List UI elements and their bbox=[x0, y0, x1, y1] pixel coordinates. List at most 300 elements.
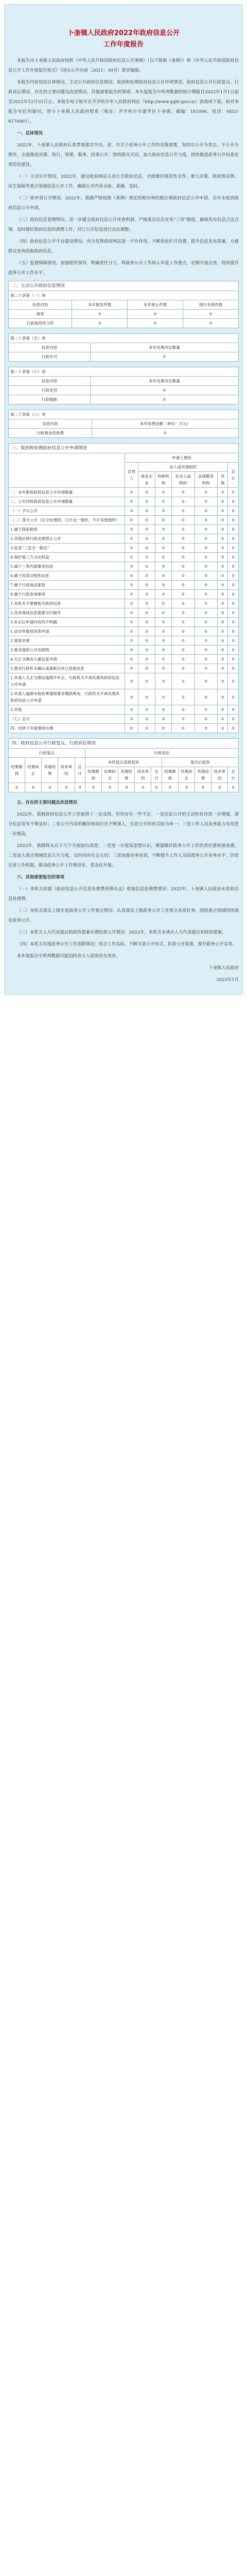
table-cell: 0 bbox=[138, 590, 155, 599]
table-cell: 0 bbox=[217, 506, 228, 516]
table-cell: 0 bbox=[195, 715, 217, 724]
row-label: 2.申请人逾期未按收费通知要求缴纳费用、行政机关不再处理其政府信息公开申请 bbox=[9, 689, 125, 705]
table-cell: 0 bbox=[151, 783, 162, 792]
table-cell: 0 bbox=[138, 506, 155, 516]
table-cell: 0 bbox=[228, 618, 239, 627]
table-row bbox=[9, 715, 239, 724]
table-cell: 0 bbox=[217, 689, 228, 705]
table-header-cell: 尚未审结 bbox=[135, 767, 151, 783]
table-cell: 0 bbox=[228, 715, 239, 724]
table-row bbox=[9, 488, 239, 497]
table-cell: 0 bbox=[155, 724, 171, 733]
table-row bbox=[9, 673, 239, 689]
table-cell: 0 bbox=[155, 544, 171, 553]
table-cell: 0 bbox=[155, 608, 171, 618]
body-paragraph: （四）本机关年度政务公开工作创新情况：结合工作实际，不断丰富公开形式，拓宽公开渠道，提升政务公开实效。 bbox=[16, 941, 237, 946]
body-paragraph: 2022年，卜奎镇人民政府认真贯彻落实中央、省、市关于政务公开工作的决策部署，坚持以公开为常态、不公开为例外，全面推进决策、执行、管理、服务、结果公开，围绕群众关切，加大政府信息公开力度，持续推进政务公开标准化规范化建设。 bbox=[8, 142, 239, 167]
application-table bbox=[8, 453, 239, 733]
table-cell: 0 bbox=[155, 525, 171, 534]
table-header-cell: 本年收费金额（单位：万元） bbox=[92, 419, 239, 429]
table-cell: 0 bbox=[125, 516, 138, 525]
intro-paragraph: 本报告由卜奎镇人民政府按照《中华人民共和国政府信息公开条例》（以下简称《条例》）和《中华人民共和国政府信息公开工作年度报告格式》（国办公开办函〔2021〕30号）要求编制。 bbox=[8, 58, 239, 73]
table-cell: 0 bbox=[172, 562, 195, 571]
table-cell: 0 bbox=[138, 553, 155, 562]
table-cell: 0 bbox=[125, 544, 138, 553]
table-cell: 0 bbox=[155, 627, 171, 636]
row-label: 一、本年新收政府信息公开申请数量 bbox=[9, 488, 125, 497]
table-header-cell: 行政诉讼 bbox=[85, 749, 238, 758]
table-cell: 0 bbox=[217, 590, 228, 599]
row-label: 1.申请人无正当理由逾期不补正、行政机关不再处理其政府信息公开申请 bbox=[9, 673, 125, 689]
table-header-cell: 信息内容 bbox=[9, 300, 72, 310]
table-cell: 0 bbox=[228, 581, 239, 590]
table-cell: 0 bbox=[125, 715, 138, 724]
body-paragraph: （一）主动公开情况。2022年，通过政府网站主动公开政府信息，全面做好规范性文件、重大决策、财政预决算、民生保障等重点领域信息公开工作，确保公开内容全面、准确、及时。 bbox=[8, 174, 239, 189]
table-cell: 0 bbox=[125, 534, 138, 544]
table-cell: 0 bbox=[195, 581, 217, 590]
row-label: 3.要求提供公开出版物 bbox=[9, 646, 125, 655]
table-cell: 0 bbox=[172, 715, 195, 724]
table-cell: 0 bbox=[228, 783, 239, 792]
table-header-cell: 本年处理决定数量 bbox=[90, 377, 238, 386]
table-cell: 0 bbox=[195, 497, 217, 506]
row-label: 6.属于四类过程性信息 bbox=[9, 571, 125, 581]
table-cell: 0 bbox=[228, 646, 239, 655]
table-cell: 0 bbox=[125, 571, 138, 581]
table-header-cell: 尚未审结 bbox=[211, 767, 228, 783]
table-cell: 0 bbox=[138, 664, 155, 673]
row-label: 1.本机关不掌握相关政府信息 bbox=[9, 599, 125, 608]
table-cell: 0 bbox=[172, 488, 195, 497]
table-cell: 0 bbox=[195, 571, 217, 581]
table-row bbox=[9, 386, 239, 395]
table-cell: 0 bbox=[172, 689, 195, 705]
table-cell: 0 bbox=[228, 608, 239, 618]
table-cell: 0 bbox=[172, 608, 195, 618]
body-paragraph: 本年度报告中所列数据可能因四舍五入原因存在尾差。 bbox=[16, 953, 120, 958]
section-heading: 一、总体情况 bbox=[16, 130, 43, 135]
table-header-cell: 总计 bbox=[228, 463, 239, 488]
table-cell: 0 bbox=[228, 689, 239, 705]
table-row bbox=[9, 534, 239, 544]
table-cell: 0 bbox=[138, 497, 155, 506]
table-cell: 规章 bbox=[9, 310, 72, 319]
table-cell: 0 bbox=[155, 553, 171, 562]
row-label: 4.无正当理由大量反复申请 bbox=[9, 655, 125, 664]
table-cell: 0 bbox=[217, 646, 228, 655]
table-cell: 0 bbox=[125, 553, 138, 562]
table-cell: 0 bbox=[183, 310, 239, 319]
table-header-cell: 申请人情况 bbox=[125, 453, 238, 463]
table-cell: 0 bbox=[172, 664, 195, 673]
table-cell: 0 bbox=[138, 724, 155, 733]
table-subhead: 第二十条第（五）项 bbox=[9, 334, 239, 343]
table-cell: 0 bbox=[155, 516, 171, 525]
table-heading: 二、主动公开政府信息情况 bbox=[8, 281, 239, 291]
table-cell: 0 bbox=[217, 525, 228, 534]
row-label: 1.属于国家秘密 bbox=[9, 525, 125, 534]
table-cell: 行政许可 bbox=[9, 352, 91, 362]
article-body bbox=[8, 25, 239, 987]
table-cell: 0 bbox=[217, 636, 228, 646]
table-cell: 0 bbox=[217, 627, 228, 636]
table-row bbox=[9, 525, 239, 534]
table-header-cell: 行政复议 bbox=[9, 749, 85, 758]
table-cell: 0 bbox=[125, 525, 138, 534]
table-row bbox=[9, 562, 239, 571]
table-cell: 0 bbox=[172, 627, 195, 636]
table-cell: 0 bbox=[138, 571, 155, 581]
table-cell: 0 bbox=[228, 516, 239, 525]
active-disclosure-table-4 bbox=[8, 410, 239, 438]
table-cell: 0 bbox=[217, 488, 228, 497]
table-cell: 0 bbox=[195, 534, 217, 544]
table-cell: 0 bbox=[217, 715, 228, 724]
table-row bbox=[9, 352, 239, 362]
table-cell: 0 bbox=[90, 386, 238, 395]
section-heading: 六、其他需要报告的事项 bbox=[16, 874, 64, 879]
table-cell: 0 bbox=[195, 562, 217, 571]
active-disclosure-table-1 bbox=[8, 291, 239, 328]
table-cell: 0 bbox=[125, 705, 138, 715]
table-header-cell: 未经复议直接起诉 bbox=[85, 758, 162, 767]
table-cell: 0 bbox=[228, 673, 239, 689]
table-row bbox=[9, 724, 239, 733]
table-cell: 0 bbox=[125, 618, 138, 627]
table-header-cell: 法人或其他组织 bbox=[138, 463, 228, 472]
table-cell: 0 bbox=[138, 525, 155, 534]
table-cell: 0 bbox=[172, 636, 195, 646]
table-cell: 0 bbox=[138, 544, 155, 553]
table-cell: 0 bbox=[228, 553, 239, 562]
signature-date: 2023年1月 bbox=[216, 977, 239, 982]
table-header-cell: 科研机构 bbox=[155, 472, 171, 488]
table-cell: 0 bbox=[155, 618, 171, 627]
table-cell: 0 bbox=[228, 636, 239, 646]
table-row bbox=[9, 689, 239, 705]
table-cell: 0 bbox=[172, 705, 195, 715]
table-cell: 0 bbox=[179, 783, 195, 792]
table-cell: 0 bbox=[58, 783, 75, 792]
table-cell: 0 bbox=[217, 553, 228, 562]
table-cell: 0 bbox=[125, 655, 138, 664]
table-cell: 0 bbox=[138, 562, 155, 571]
table-header-cell: 本年废止件数 bbox=[128, 300, 183, 310]
table-header-cell: 其他 bbox=[217, 472, 228, 488]
table-cell: 0 bbox=[172, 516, 195, 525]
row-label: 1.信访举报投诉类申请 bbox=[9, 627, 125, 636]
table-row bbox=[9, 664, 239, 673]
signature-org: 卜奎镇人民政府 bbox=[208, 965, 239, 970]
title-block bbox=[8, 25, 239, 56]
table-cell: 0 bbox=[228, 664, 239, 673]
table-header-cell: 结果维持 bbox=[162, 767, 178, 783]
table-row bbox=[9, 655, 239, 664]
table-cell: 0 bbox=[217, 664, 228, 673]
table-cell: 行政事业性收费 bbox=[9, 429, 92, 438]
table-cell: 0 bbox=[125, 497, 138, 506]
table-row bbox=[9, 571, 239, 581]
review-litigation-table bbox=[8, 748, 239, 792]
table-cell: 0 bbox=[228, 497, 239, 506]
table-row bbox=[9, 783, 239, 792]
table-cell: 0 bbox=[195, 705, 217, 715]
table-header-cell: 结果纠正 bbox=[179, 767, 195, 783]
row-label: 5.要求行政机关确认或重新出具已获取信息 bbox=[9, 664, 125, 673]
table-cell: 0 bbox=[138, 516, 155, 525]
table-cell: 0 bbox=[228, 724, 239, 733]
table-subhead: 第二十条第（六）项 bbox=[9, 367, 239, 377]
table-cell: 0 bbox=[172, 534, 195, 544]
table-cell: 0 bbox=[125, 627, 138, 636]
row-label: 4.保护第三方合法权益 bbox=[9, 553, 125, 562]
table-cell: 0 bbox=[172, 571, 195, 581]
table-row bbox=[9, 705, 239, 715]
table-cell: 0 bbox=[195, 627, 217, 636]
row-label: （一）予以公开 bbox=[9, 506, 125, 516]
body-paragraph: （五）监督保障情况。加强组织领导，明确责任分工，将政务公开工作纳入年度工作重点，定期开展自查，持续提升政务公开工作水平。 bbox=[8, 260, 239, 275]
body-paragraph: 2022年，我镇政府信息公开工作取得了一定成效，但仍存在一些不足：一是信息公开的主动性有待进一步增强，部分信息发布不够及时；二是公开内容的解读和回应还不够深入，信息公开的形式较为单一；三是工作人员业务能力有待进一步提高。 bbox=[8, 811, 239, 836]
table-header-cell: 总计 bbox=[228, 767, 239, 783]
table-cell: 0 bbox=[102, 783, 118, 792]
table-cell: 0 bbox=[138, 534, 155, 544]
table-row bbox=[9, 319, 239, 328]
table-cell: 行政强制 bbox=[9, 395, 91, 404]
table-row bbox=[9, 608, 239, 618]
row-label: 7.属于行政执法案卷 bbox=[9, 581, 125, 590]
table-cell: 0 bbox=[125, 581, 138, 590]
table-cell: 0 bbox=[125, 488, 138, 497]
table-cell: 0 bbox=[125, 608, 138, 618]
table-row bbox=[9, 618, 239, 627]
table-row bbox=[9, 544, 239, 553]
table-header-cell: 其他结果 bbox=[195, 767, 211, 783]
table-cell: 0 bbox=[75, 783, 85, 792]
table-header-cell: 商业企业 bbox=[138, 472, 155, 488]
table-cell: 0 bbox=[155, 646, 171, 655]
table-cell: 0 bbox=[138, 715, 155, 724]
table-heading: 四、政府信息公开行政复议、行政诉讼情况 bbox=[8, 738, 239, 748]
table-cell: 0 bbox=[172, 497, 195, 506]
table-cell: 0 bbox=[155, 590, 171, 599]
table-cell: 0 bbox=[155, 506, 171, 516]
table-corner-cell bbox=[9, 453, 125, 488]
table-cell: 0 bbox=[138, 705, 155, 715]
table-cell: 0 bbox=[155, 581, 171, 590]
row-label: （二）部分公开（区分处理的，只计这一情形，不计其他情形） bbox=[9, 516, 125, 525]
table-cell: 0 bbox=[228, 655, 239, 664]
table-header-cell: 结果纠正 bbox=[25, 758, 42, 783]
table-cell: 0 bbox=[42, 783, 58, 792]
table-cell: 0 bbox=[217, 673, 228, 689]
table-cell: 0 bbox=[118, 783, 135, 792]
table-cell: 0 bbox=[9, 783, 25, 792]
table-cell: 0 bbox=[138, 581, 155, 590]
table-cell: 0 bbox=[228, 599, 239, 608]
body-paragraph: （四）政府信息公开平台建设情况。充分发挥政府网站第一平台作用，不断优化栏目设置，提升信息发布质量，方便群众查询获取政府信息。 bbox=[8, 239, 239, 253]
table-cell: 0 bbox=[172, 618, 195, 627]
table-cell: 0 bbox=[195, 664, 217, 673]
table-cell: 0 bbox=[172, 646, 195, 655]
table-cell: 0 bbox=[228, 705, 239, 715]
table-subhead: 第二十条第（一）项 bbox=[9, 291, 239, 300]
table-cell: 0 bbox=[138, 673, 155, 689]
table-row bbox=[9, 310, 239, 319]
table-cell: 0 bbox=[217, 655, 228, 664]
page-subtitle: 工作年度报告 bbox=[103, 41, 144, 48]
table-cell: 0 bbox=[125, 673, 138, 689]
table-cell: 0 bbox=[155, 715, 171, 724]
table-row bbox=[9, 627, 239, 636]
table-cell: 0 bbox=[172, 553, 195, 562]
table-row bbox=[9, 516, 239, 525]
table-cell: 0 bbox=[155, 571, 171, 581]
table-cell: 0 bbox=[195, 506, 217, 516]
table-cell: 0 bbox=[90, 352, 238, 362]
table-cell: 0 bbox=[172, 506, 195, 516]
table-cell: 0 bbox=[195, 544, 217, 553]
table-cell: 0 bbox=[172, 724, 195, 733]
table-row bbox=[9, 506, 239, 516]
table-cell: 0 bbox=[155, 673, 171, 689]
table-header-cell: 本年处理决定数量 bbox=[90, 343, 238, 352]
table-cell: 0 bbox=[217, 618, 228, 627]
table-cell: 0 bbox=[125, 689, 138, 705]
row-label: 3.其他 bbox=[9, 705, 125, 715]
table-cell: 0 bbox=[155, 599, 171, 608]
table-cell: 0 bbox=[228, 544, 239, 553]
table-header-cell: 其他结果 bbox=[118, 767, 135, 783]
table-cell: 0 bbox=[195, 553, 217, 562]
table-heading: 三、收到和处理政府信息公开申请情况 bbox=[8, 443, 239, 453]
active-disclosure-table-3 bbox=[8, 367, 239, 404]
table-cell: 0 bbox=[155, 497, 171, 506]
table-cell: 0 bbox=[195, 724, 217, 733]
row-label: 四、结转下年度继续办理 bbox=[9, 724, 125, 733]
table-cell: 0 bbox=[217, 581, 228, 590]
table-cell: 0 bbox=[195, 673, 217, 689]
table-cell: 0 bbox=[125, 562, 138, 571]
body-paragraph: （二）本机关落实上级年度政务公开工作要点情况：认真落实上级政务公开工作要点各项任务，围绕重点领域持续深化政务公开。 bbox=[8, 908, 239, 923]
table-header-cell: 复议后起诉 bbox=[162, 758, 238, 767]
table-cell: 0 bbox=[138, 599, 155, 608]
table-cell: 0 bbox=[217, 516, 228, 525]
table-cell: 0 bbox=[228, 571, 239, 581]
table-header-cell: 其他结果 bbox=[42, 758, 58, 783]
table-cell: 0 bbox=[155, 705, 171, 715]
row-label: 2.重复申请 bbox=[9, 636, 125, 646]
table-cell: 0 bbox=[195, 636, 217, 646]
table-row bbox=[9, 395, 239, 404]
table-cell: 0 bbox=[138, 618, 155, 627]
table-cell: 0 bbox=[172, 581, 195, 590]
table-cell: 0 bbox=[183, 319, 239, 328]
row-label: 2.其他法律行政法规禁止公开 bbox=[9, 534, 125, 544]
table-row bbox=[9, 553, 239, 562]
table-header-cell: 自然人 bbox=[125, 463, 138, 488]
row-label: 二、上年结转政府信息公开申请数量 bbox=[9, 497, 125, 506]
body-paragraph: （一）本机关依据《政府信息公开信息处理费管理办法》收取信息处理费情况：2022年，卜奎镇人民政府未收取信息处理费。 bbox=[8, 886, 239, 901]
table-cell: 0 bbox=[138, 627, 155, 636]
table-row bbox=[9, 590, 239, 599]
table-cell: 0 bbox=[172, 673, 195, 689]
table-cell: 0 bbox=[125, 664, 138, 673]
table-cell: 0 bbox=[228, 590, 239, 599]
table-cell: 0 bbox=[228, 506, 239, 516]
table-cell: 0 bbox=[155, 534, 171, 544]
table-cell: 0 bbox=[228, 488, 239, 497]
table-cell: 0 bbox=[172, 590, 195, 599]
table-cell: 0 bbox=[25, 783, 42, 792]
table-cell: 0 bbox=[138, 646, 155, 655]
table-cell: 0 bbox=[228, 627, 239, 636]
row-label: 8.属于行政查询事项 bbox=[9, 590, 125, 599]
table-cell: 0 bbox=[135, 783, 151, 792]
table-cell: 0 bbox=[217, 608, 228, 618]
table-cell: 行政处罚 bbox=[9, 386, 91, 395]
table-cell: 0 bbox=[217, 724, 228, 733]
table-cell: 0 bbox=[195, 618, 217, 627]
table-cell: 0 bbox=[217, 562, 228, 571]
table-cell: 0 bbox=[217, 497, 228, 506]
table-cell: 0 bbox=[195, 525, 217, 534]
table-header-cell: 信息内容 bbox=[9, 377, 91, 386]
table-cell: 0 bbox=[92, 429, 239, 438]
table-cell: 0 bbox=[72, 310, 128, 319]
table-cell: 0 bbox=[138, 655, 155, 664]
table-cell: 0 bbox=[217, 544, 228, 553]
table-header-cell: 结果纠正 bbox=[102, 767, 118, 783]
table-cell: 0 bbox=[195, 646, 217, 655]
body-paragraph: （三）本机关人大代表建议和政协提案办理结果公开情况：2022年，本机关未承办人大代表建议和政协提案。 bbox=[16, 929, 226, 935]
table-cell: 0 bbox=[138, 608, 155, 618]
table-cell: 0 bbox=[228, 525, 239, 534]
table-cell: 0 bbox=[125, 506, 138, 516]
row-label: 3.危及“三安全一稳定” bbox=[9, 544, 125, 553]
table-subhead: 第二十条第（八）项 bbox=[9, 410, 239, 419]
table-cell: 0 bbox=[228, 534, 239, 544]
table-cell: 0 bbox=[195, 516, 217, 525]
table-cell: 0 bbox=[172, 525, 195, 534]
table-cell: 0 bbox=[125, 646, 138, 655]
table-cell: 0 bbox=[72, 319, 128, 328]
table-cell: 0 bbox=[172, 544, 195, 553]
table-cell: 0 bbox=[228, 562, 239, 571]
table-cell: 0 bbox=[162, 783, 178, 792]
table-cell: 0 bbox=[128, 319, 183, 328]
table-row bbox=[9, 497, 239, 506]
table-cell: 0 bbox=[125, 724, 138, 733]
table-header-cell: 信息内容 bbox=[9, 343, 91, 352]
table-cell: 0 bbox=[128, 310, 183, 319]
body-paragraph: 2023年，我镇将从以下几个方面加以改进：一是进一步提高思想认识，增强做好政务公开工作的责任感和使命感；二是加大重点领域信息公开力度，及时回应社会关切；三是加强业务培训，不断提升工作人员的政务公开业务水平；四是完善工作机制，推动政务公开工作规范化、常态化开展。 bbox=[8, 843, 239, 868]
row-label: 5.属于三类内部事务信息 bbox=[9, 562, 125, 571]
table-cell: 0 bbox=[85, 783, 101, 792]
table-cell: 0 bbox=[138, 689, 155, 705]
body-paragraph: （二）依申请公开情况。2022年，我镇严格按照《条例》规定的程序和时限办理政府信息公开申请，全年未收到政府信息公开申请。 bbox=[8, 195, 239, 210]
table-cell: 0 bbox=[155, 636, 171, 646]
table-cell: 0 bbox=[138, 488, 155, 497]
table-cell: 0 bbox=[217, 534, 228, 544]
table-header-cell: 结果维持 bbox=[9, 758, 25, 783]
table-row bbox=[9, 581, 239, 590]
table-cell: 0 bbox=[195, 590, 217, 599]
table-header-cell: 信息内容 bbox=[9, 419, 92, 429]
row-label: （七）总计 bbox=[9, 715, 125, 724]
active-disclosure-table-2 bbox=[8, 333, 239, 362]
table-cell: 0 bbox=[155, 562, 171, 571]
table-cell: 0 bbox=[195, 599, 217, 608]
